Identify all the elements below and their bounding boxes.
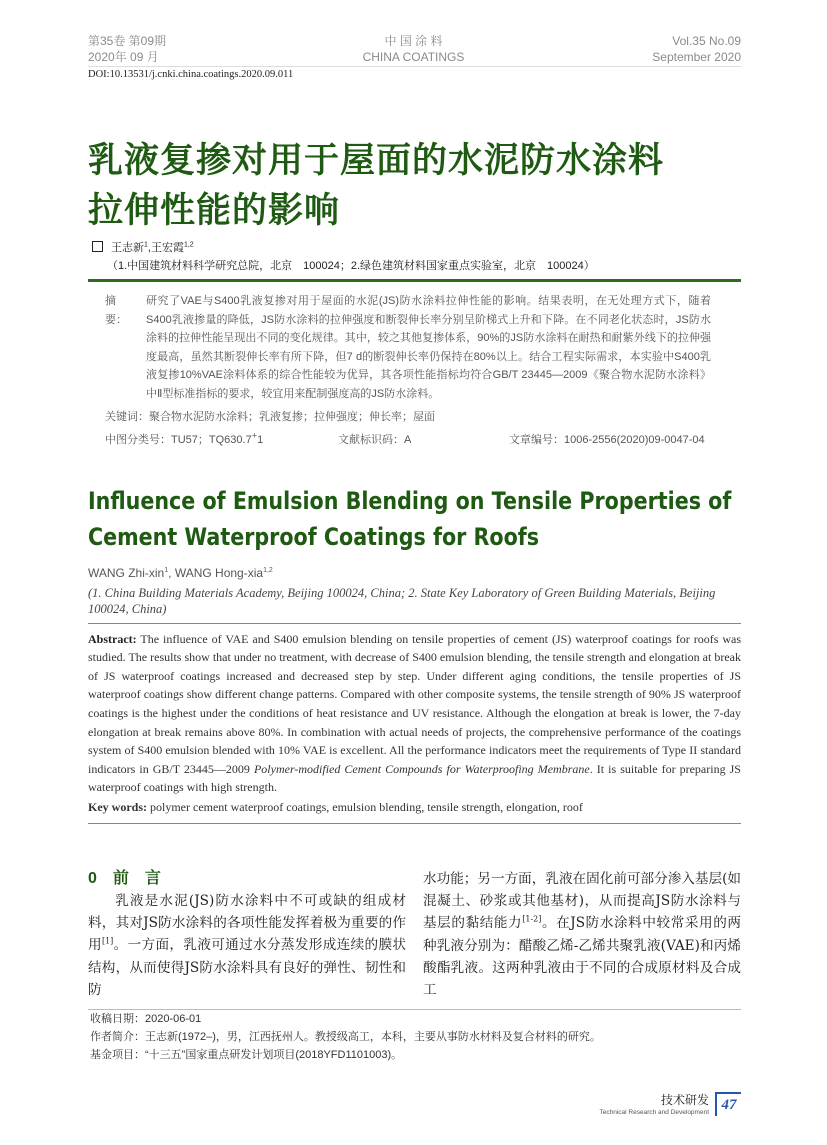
footer-section bbox=[600, 1092, 709, 1117]
title-line: 拉伸性能的影响 bbox=[88, 191, 341, 231]
title-line: 乳液复掺对用于屋面的水泥防水涂料 bbox=[88, 141, 665, 181]
affiliation-cn: （1.中国建筑材料科学研究总院，北京 100024；2.绿色建筑材料国家重点实验室，北京 100024） bbox=[107, 260, 595, 272]
abstract-bottom-divider bbox=[88, 823, 741, 824]
author-name: 王志新 bbox=[111, 242, 144, 254]
page-footer bbox=[88, 1092, 741, 1117]
standard-title: Polymer-modified Cement Compounds for Waterproofing Membrane bbox=[253, 761, 590, 776]
footer-section-en: Technical Research and Development bbox=[599, 1109, 709, 1117]
citation[interactable]: [1-2] bbox=[522, 914, 542, 924]
article bbox=[88, 0, 741, 1145]
keywords-text: polymer cement waterproof coatings, emulsion blending, tensile strength, elongation, roof bbox=[147, 799, 583, 814]
clc-sup: + bbox=[251, 429, 258, 440]
author-name: WANG Zhi-xin bbox=[88, 565, 165, 580]
title-line: Cement Waterproof Coatings for Roofs bbox=[88, 522, 540, 551]
separator: , bbox=[147, 242, 151, 254]
page-title-en-block bbox=[88, 483, 741, 555]
footnote-received: 收稿日期：2020-06-01 bbox=[90, 1013, 202, 1026]
keywords-cn: 关键词：聚合物水泥防水涂料；乳液复掺；拉伸强度；伸长率；屋面 bbox=[105, 410, 435, 423]
journal-name-en: CHINA COATINGS bbox=[362, 50, 465, 64]
author-sup: 1 bbox=[144, 241, 148, 249]
footer-section-cn: 技术研发 bbox=[660, 1093, 709, 1108]
document-code: 文献标识码：A bbox=[338, 433, 412, 446]
section-heading: 0 前 言 bbox=[88, 869, 161, 887]
classification-row bbox=[105, 431, 741, 449]
clc-number bbox=[105, 431, 338, 449]
article-number: 文章编号：1006-2556(2020)09-0047-04 bbox=[509, 433, 705, 446]
abstract-text: The influence of VAE and S400 emulsion blending on tensile properties of cement (JS) waterproof coatings for roofs was studied. The results show that under no treatment, with decrease of S400 emulsion blending, the tensile strength and elongation at break of JS waterproof coatings increased and decreased step by step. Under different aging conditions, the tensile properties of JS waterproof coatings show different change patterns. Compared with other composite systems, the tensile strength of 90% JS waterproof coatings is the highest under the conditions of heat resistance and UV resistance. Although the elongation at break is lower, the 7-day elongation at break remains above 80%. In combination with actual needs of projects, the comprehensive performance of the coatings system of S400 emulsion blended with 10% VAE is excellent. All the performance indicators meet the requirements of Type II standard indicators in GB/T 23445—2009 bbox=[88, 631, 741, 776]
abstract-text: 研究了VAE与S400乳液复掺对用于屋面的水泥(JS)防水涂料拉伸性能的影响。结果表明，在无处理方式下，随着S400乳液掺量的降低，JS防水涂料的拉伸强度和断裂伸长率分别呈阶梯式上升和下降。在不同老化状态时，JS防水涂料的拉伸性能呈现出不同的变化规律。其中，较之其他复掺体系，90%的JS防水涂料在耐热和耐紫外线下的拉伸强度最高，虽然其断裂伸长率有所下降，但7 d的断裂伸长率仍保持在80%以上。结合工程实际需求，本实验中S400乳液复掺10%VAE涂料体系的综合性能较为优异，其各项性能指标均符合GB/T 23445—2009《聚合物水泥防水涂料》中Ⅱ型标准指标的要求，较宜用来配制强度高的JS防水涂料。 bbox=[146, 295, 711, 400]
author-name: WANG Hong-xia bbox=[174, 565, 264, 580]
title-line: Influence of Emulsion Blending on Tensile Properties of bbox=[88, 486, 732, 515]
page-number: 47 bbox=[715, 1092, 741, 1116]
abstract-label: Abstract: bbox=[88, 631, 137, 646]
keywords-en bbox=[88, 798, 741, 816]
body-column-right bbox=[423, 868, 741, 1001]
abstract-top-divider bbox=[88, 623, 741, 624]
issue-date: 2020年 09 月 bbox=[88, 50, 159, 64]
body-text: 。在JS防水涂料中较常采用的两种乳液分别为：醋酸乙烯-乙烯共聚乳液(VAE)和丙烯酸酯乳液。这两种乳液由于不同的合成原材料及合成工 bbox=[423, 915, 741, 998]
square-bullet-icon bbox=[92, 241, 103, 252]
citation[interactable]: [1] bbox=[101, 936, 114, 946]
footnote-fund: 基金项目：“十三五”国家重点研发计划项目(2018YFD1101003)。 bbox=[90, 1049, 403, 1062]
clc-text: 中图分类号：TU57；TQ630.7 bbox=[105, 433, 252, 446]
clc-tail: 1 bbox=[257, 433, 264, 446]
authors-cn bbox=[92, 240, 741, 256]
issue-volume-en: Vol.35 No.09 bbox=[672, 34, 741, 48]
authors-en bbox=[88, 565, 741, 581]
author-name: 王宏霞 bbox=[150, 242, 184, 254]
title-divider bbox=[88, 279, 741, 282]
body-column-left bbox=[88, 890, 406, 1001]
issue-date-en: September 2020 bbox=[652, 50, 741, 64]
author-sup: 1 bbox=[164, 566, 169, 574]
issue-volume: 第35卷 第09期 bbox=[88, 34, 167, 48]
doi[interactable]: DOI:10.13531/j.cnki.china.coatings.2020.09.011 bbox=[88, 69, 294, 80]
abstract-en bbox=[88, 630, 741, 797]
author-sup: 1,2 bbox=[183, 241, 194, 249]
affiliation-en: (1. China Building Materials Academy, Beijing 100024, China; 2. State Key Laboratory of Green Building Materials, Beijing 100024, China) bbox=[88, 585, 716, 616]
page-title-cn bbox=[88, 136, 741, 236]
body-text: 乳液是水泥(JS)防水涂料中不可或缺的组成材料，其对JS防水涂料的各项性能发挥着极为重要的作用 bbox=[88, 892, 406, 954]
footnote-author: 作者简介：王志新(1972–)，男，江西抚州人。教授级高工，本科，主要从事防水材料及复合材料的研究。 bbox=[90, 1031, 601, 1044]
body-text: 。一方面，乳液可通过水分蒸发形成连续的膜状结构，从而使得JS防水涂料具有良好的弹性、韧性和防 bbox=[88, 937, 407, 998]
page-title-en bbox=[88, 483, 732, 555]
body-columns bbox=[88, 868, 741, 1001]
abstract-label: 摘 要： bbox=[105, 295, 127, 326]
journal-name-cn: 中 国 涂 料 bbox=[384, 34, 443, 48]
keywords-label: Key words: bbox=[88, 799, 147, 814]
separator: , bbox=[168, 565, 175, 580]
body-text: 水功能；另一方面，乳液在固化前可部分渗入基层(如混凝土、砂浆或其他基材)，从而提高JS防水涂料与基层的黏结能力 bbox=[423, 870, 741, 932]
author-sup: 1,2 bbox=[263, 566, 273, 574]
body-column-left-wrap bbox=[88, 868, 406, 1001]
abstract-tail: . It is suitable for preparing JS waterproof coatings with high strength. bbox=[88, 761, 741, 795]
abstract-cn bbox=[105, 292, 711, 404]
